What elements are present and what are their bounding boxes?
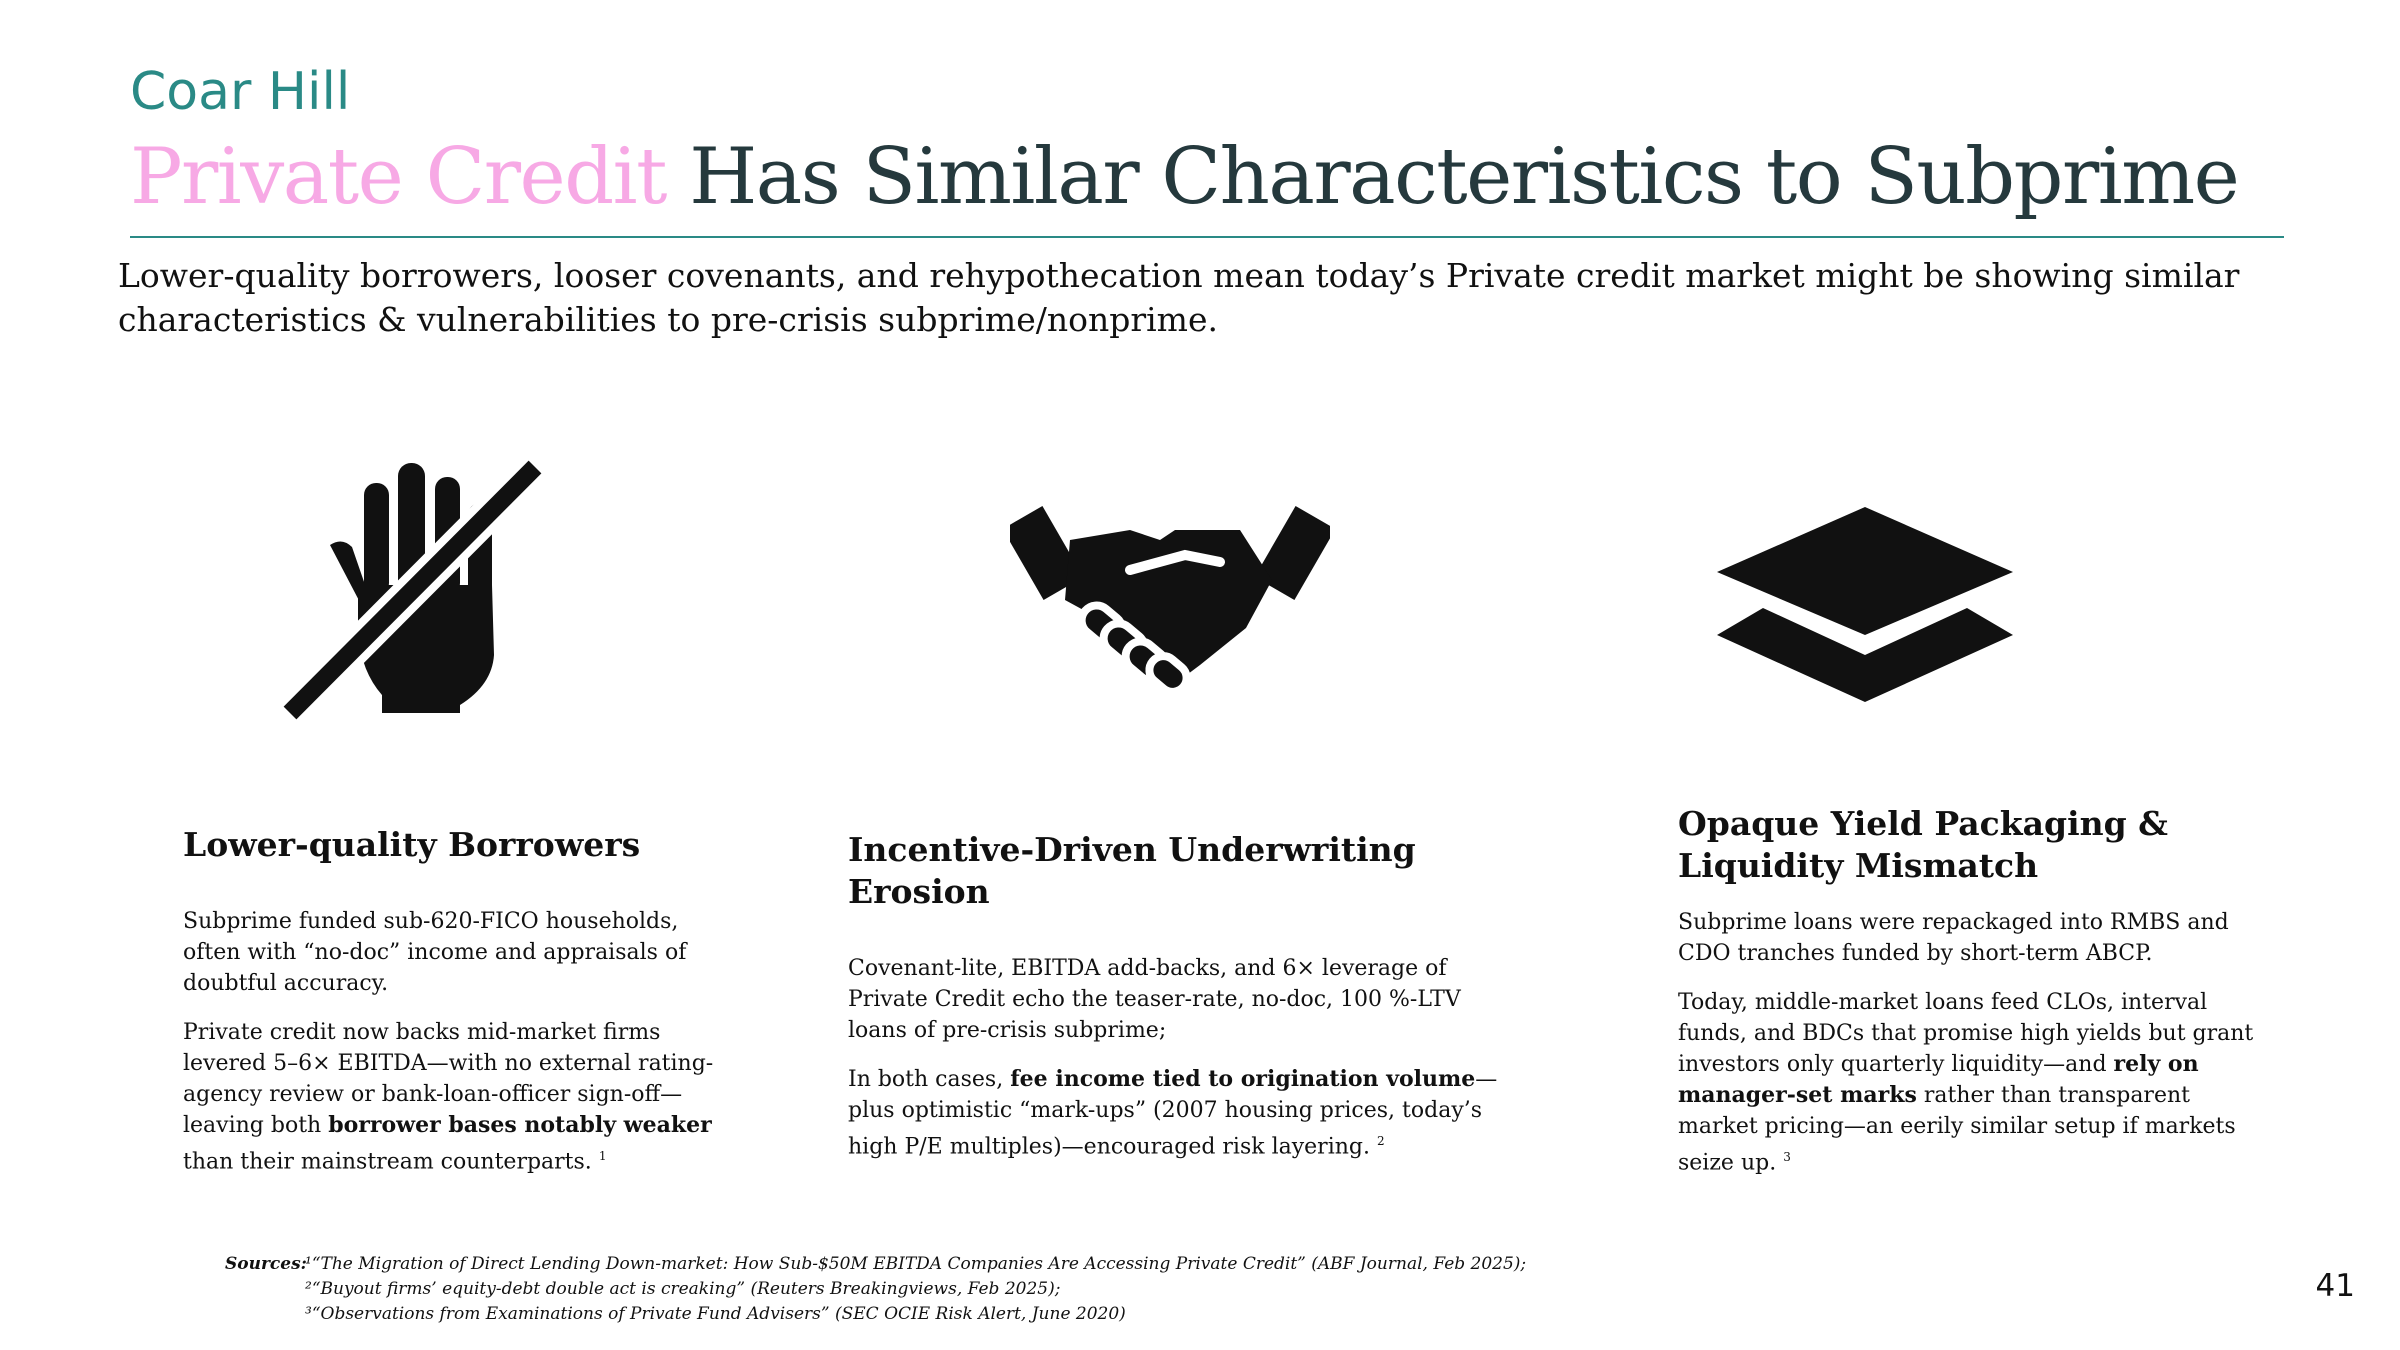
paragraph-text: rather than transparent market pricing—an eerily similar setup if markets seize up. [1678, 1083, 2236, 1176]
column-paragraph: Subprime loans were repackaged into RMBS and CDO tranches funded by short-term ABCP. [1678, 910, 2229, 966]
paragraph-bold: rely on manager-set marks [1678, 1051, 2199, 1108]
column-paragraph [1678, 987, 2258, 1178]
paragraph-bold: fee income tied to origination volume [1010, 1066, 1476, 1092]
column-heading: Opaque Yield Packaging & Liquidity Mismatch [1678, 804, 2168, 885]
sources-footnote [225, 1252, 1526, 1327]
title-accent: Private Credit [130, 132, 666, 222]
paragraph-text: In both cases, [848, 1067, 1011, 1092]
no-hand-icon [280, 455, 550, 725]
paragraph-text: than their mainstream counterparts. [183, 1149, 599, 1175]
column-heading: Lower-quality Borrowers [183, 825, 641, 864]
paragraph-text: —plus optimistic “mark-ups” (2007 housing prices, today’s high P/E multiples)—encouraged risk layering. [848, 1067, 1498, 1160]
source-line: ³“Observations from Examinations of Private Fund Advisers” (SEC OCIE Risk Alert, June 2020) [305, 1304, 1126, 1324]
brand-name: Coar Hill [130, 62, 351, 122]
paragraph-text: Private credit now backs mid-market firms levered 5–6× EBITDA—with no external rating-agency review or bank-loan-officer sign-off—leaving both [183, 1020, 714, 1138]
source-line: ²“Buyout firms’ equity-debt double act is creaking” (Reuters Breakingviews, Feb 2025); [305, 1279, 1061, 1299]
handshake-icon [1010, 500, 1330, 700]
sources-label: Sources: [225, 1254, 307, 1274]
paragraph-text: Today, middle-market loans feed CLOs, interval funds, and BDCs that promise high yields but grant investors only quarterly liquidity—and [1678, 990, 2254, 1077]
page-title [130, 132, 2239, 222]
paragraph-bold: borrower bases notably weaker [328, 1112, 712, 1138]
layers-icon [1715, 505, 2015, 705]
source-line: ¹“The Migration of Direct Lending Down-market: How Sub-$50M EBITDA Companies Are Accessing Private Credit” (ABF Journal, Feb 2025); [305, 1254, 1527, 1274]
column-underwriting [848, 829, 1528, 1162]
column-yield-packaging [1678, 803, 2258, 1178]
subtitle: Lower-quality borrowers, looser covenants, and rehypothecation mean today’s Private credit market might be showing similar characteristics & vulnerabilities to pre-crisis subprime/nonprime. [118, 256, 2240, 339]
column-paragraph [848, 1064, 1518, 1162]
title-rest: Has Similar Characteristics to Subprime [665, 132, 2239, 222]
footnote-ref: 3 [1783, 1150, 1791, 1164]
column-heading: Incentive-Driven Underwriting Erosion [848, 830, 1416, 911]
column-paragraph: Subprime funded sub-620-FICO households, often with “no-doc” income and appraisals of doubtful accuracy. [183, 909, 687, 996]
column-borrowers [183, 824, 723, 1177]
footnote-ref: 2 [1376, 1134, 1385, 1148]
column-paragraph: Covenant-lite, EBITDA add-backs, and 6× leverage of Private Credit echo the teaser-rate, no-doc, 100 %-LTV loans of pre-crisis subprime; [848, 956, 1461, 1043]
page-number: 41 [2315, 1268, 2355, 1304]
footnote-ref: 1 [598, 1149, 607, 1163]
column-paragraph [183, 1017, 723, 1177]
title-divider [130, 236, 2284, 238]
